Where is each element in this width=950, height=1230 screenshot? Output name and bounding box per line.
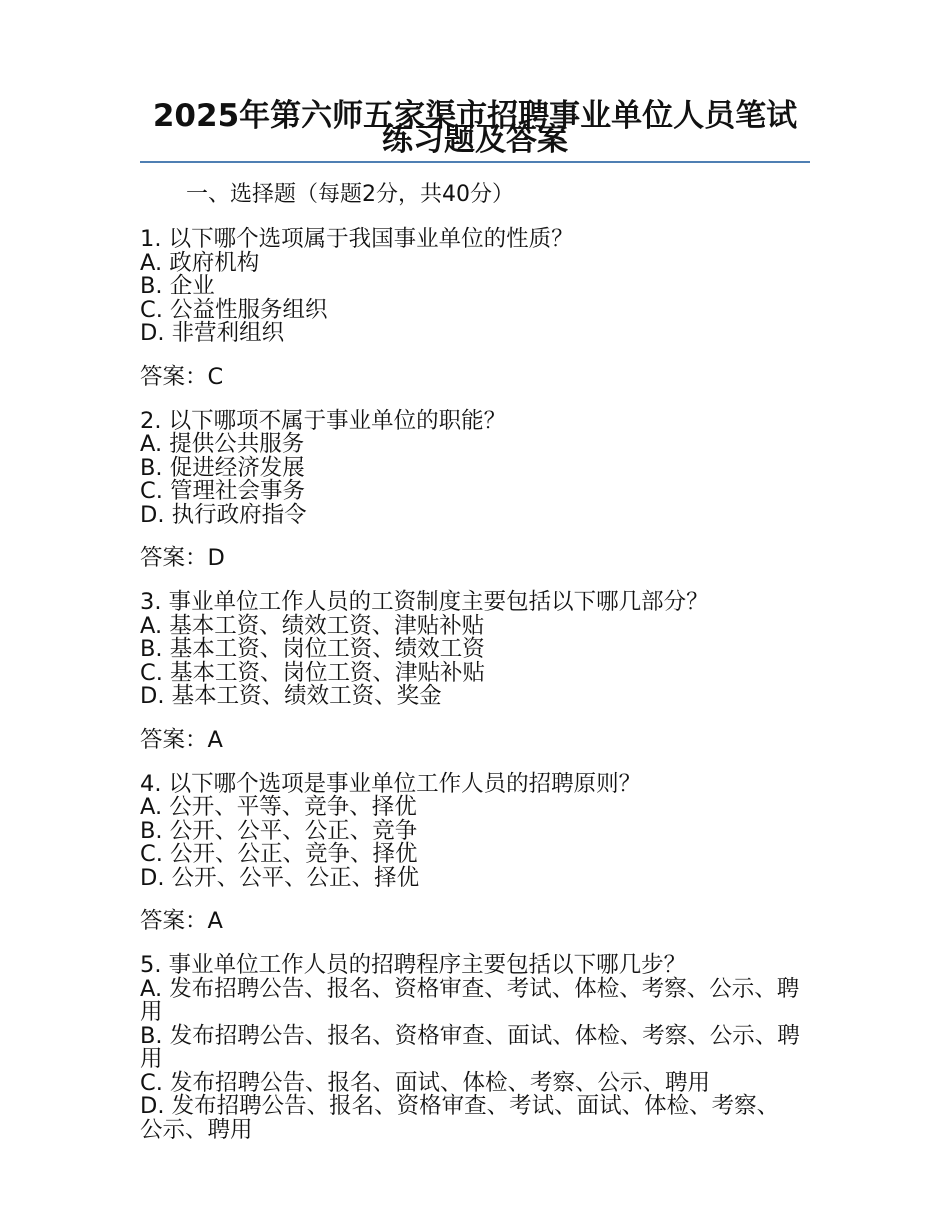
option-d: D. 基本工资、绩效工资、奖金	[140, 683, 442, 709]
question-4	[140, 770, 800, 891]
option-a: A. 公开、平等、竞争、择优	[140, 794, 417, 820]
question-3	[140, 591, 800, 709]
option-b: B. 发布招聘公告、报名、资格审查、面试、体检、考察、公示、聘用	[140, 1022, 800, 1072]
question-1	[140, 228, 800, 346]
answer-3: 答案：A	[140, 726, 223, 753]
option-a: A. 发布招聘公告、报名、资格审查、考试、体检、考察、公示、聘用	[140, 975, 800, 1025]
question-text: 2. 以下哪项不属于事业单位的职能？	[140, 407, 507, 434]
option-b: B. 公开、公平、公正、竞争	[140, 817, 418, 844]
option-b: B. 促进经济发展	[140, 454, 305, 481]
question-list	[140, 228, 800, 1160]
option-a: A. 提供公共服务	[140, 431, 305, 457]
option-c: C. 公开、公正、竞争、择优	[140, 841, 418, 867]
option-d: D. 公开、公平、公正、择优	[140, 864, 420, 891]
question-text: 1. 以下哪个选项属于我国事业单位的性质？	[140, 226, 574, 252]
option-b: B. 基本工资、岗位工资、绩效工资	[140, 636, 485, 662]
option-b: B. 企业	[140, 273, 215, 299]
option-a: A. 基本工资、绩效工资、津贴补贴	[140, 612, 485, 639]
option-a: A. 政府机构	[140, 249, 260, 276]
answer-1: 答案：C	[140, 363, 224, 390]
answer-4: 答案：A	[140, 908, 223, 934]
option-c: C. 管理社会事务	[140, 478, 306, 504]
question-text: 4. 以下哪个选项是事业单位工作人员的招聘原则？	[140, 770, 642, 797]
option-d: D. 执行政府指令	[140, 501, 307, 528]
option-c: C. 公益性服务组织	[140, 296, 328, 323]
option-d: D. 发布招聘公告、报名、资格审查、考试、面试、体检、考察、公示、聘用	[140, 1093, 780, 1143]
answer-2: 答案：D	[140, 545, 225, 571]
title-underline	[140, 161, 810, 163]
question-text: 5. 事业单位工作人员的招聘程序主要包括以下哪几步？	[140, 952, 687, 978]
question-text: 3. 事业单位工作人员的工资制度主要包括以下哪几部分？	[140, 589, 709, 615]
option-d: D. 非营利组织	[140, 320, 285, 346]
option-c: C. 发布招聘公告、报名、面试、体检、考察、公示、聘用	[140, 1069, 711, 1096]
section-heading: 一、选择题（每题2分，共40分）	[186, 182, 514, 207]
option-c: C. 基本工资、岗位工资、津贴补贴	[140, 659, 486, 686]
question-5	[140, 954, 800, 1142]
document-title: 2025年第六师五家渠市招聘事业单位人员笔试练习题及答案	[152, 98, 798, 158]
question-2	[140, 407, 800, 528]
